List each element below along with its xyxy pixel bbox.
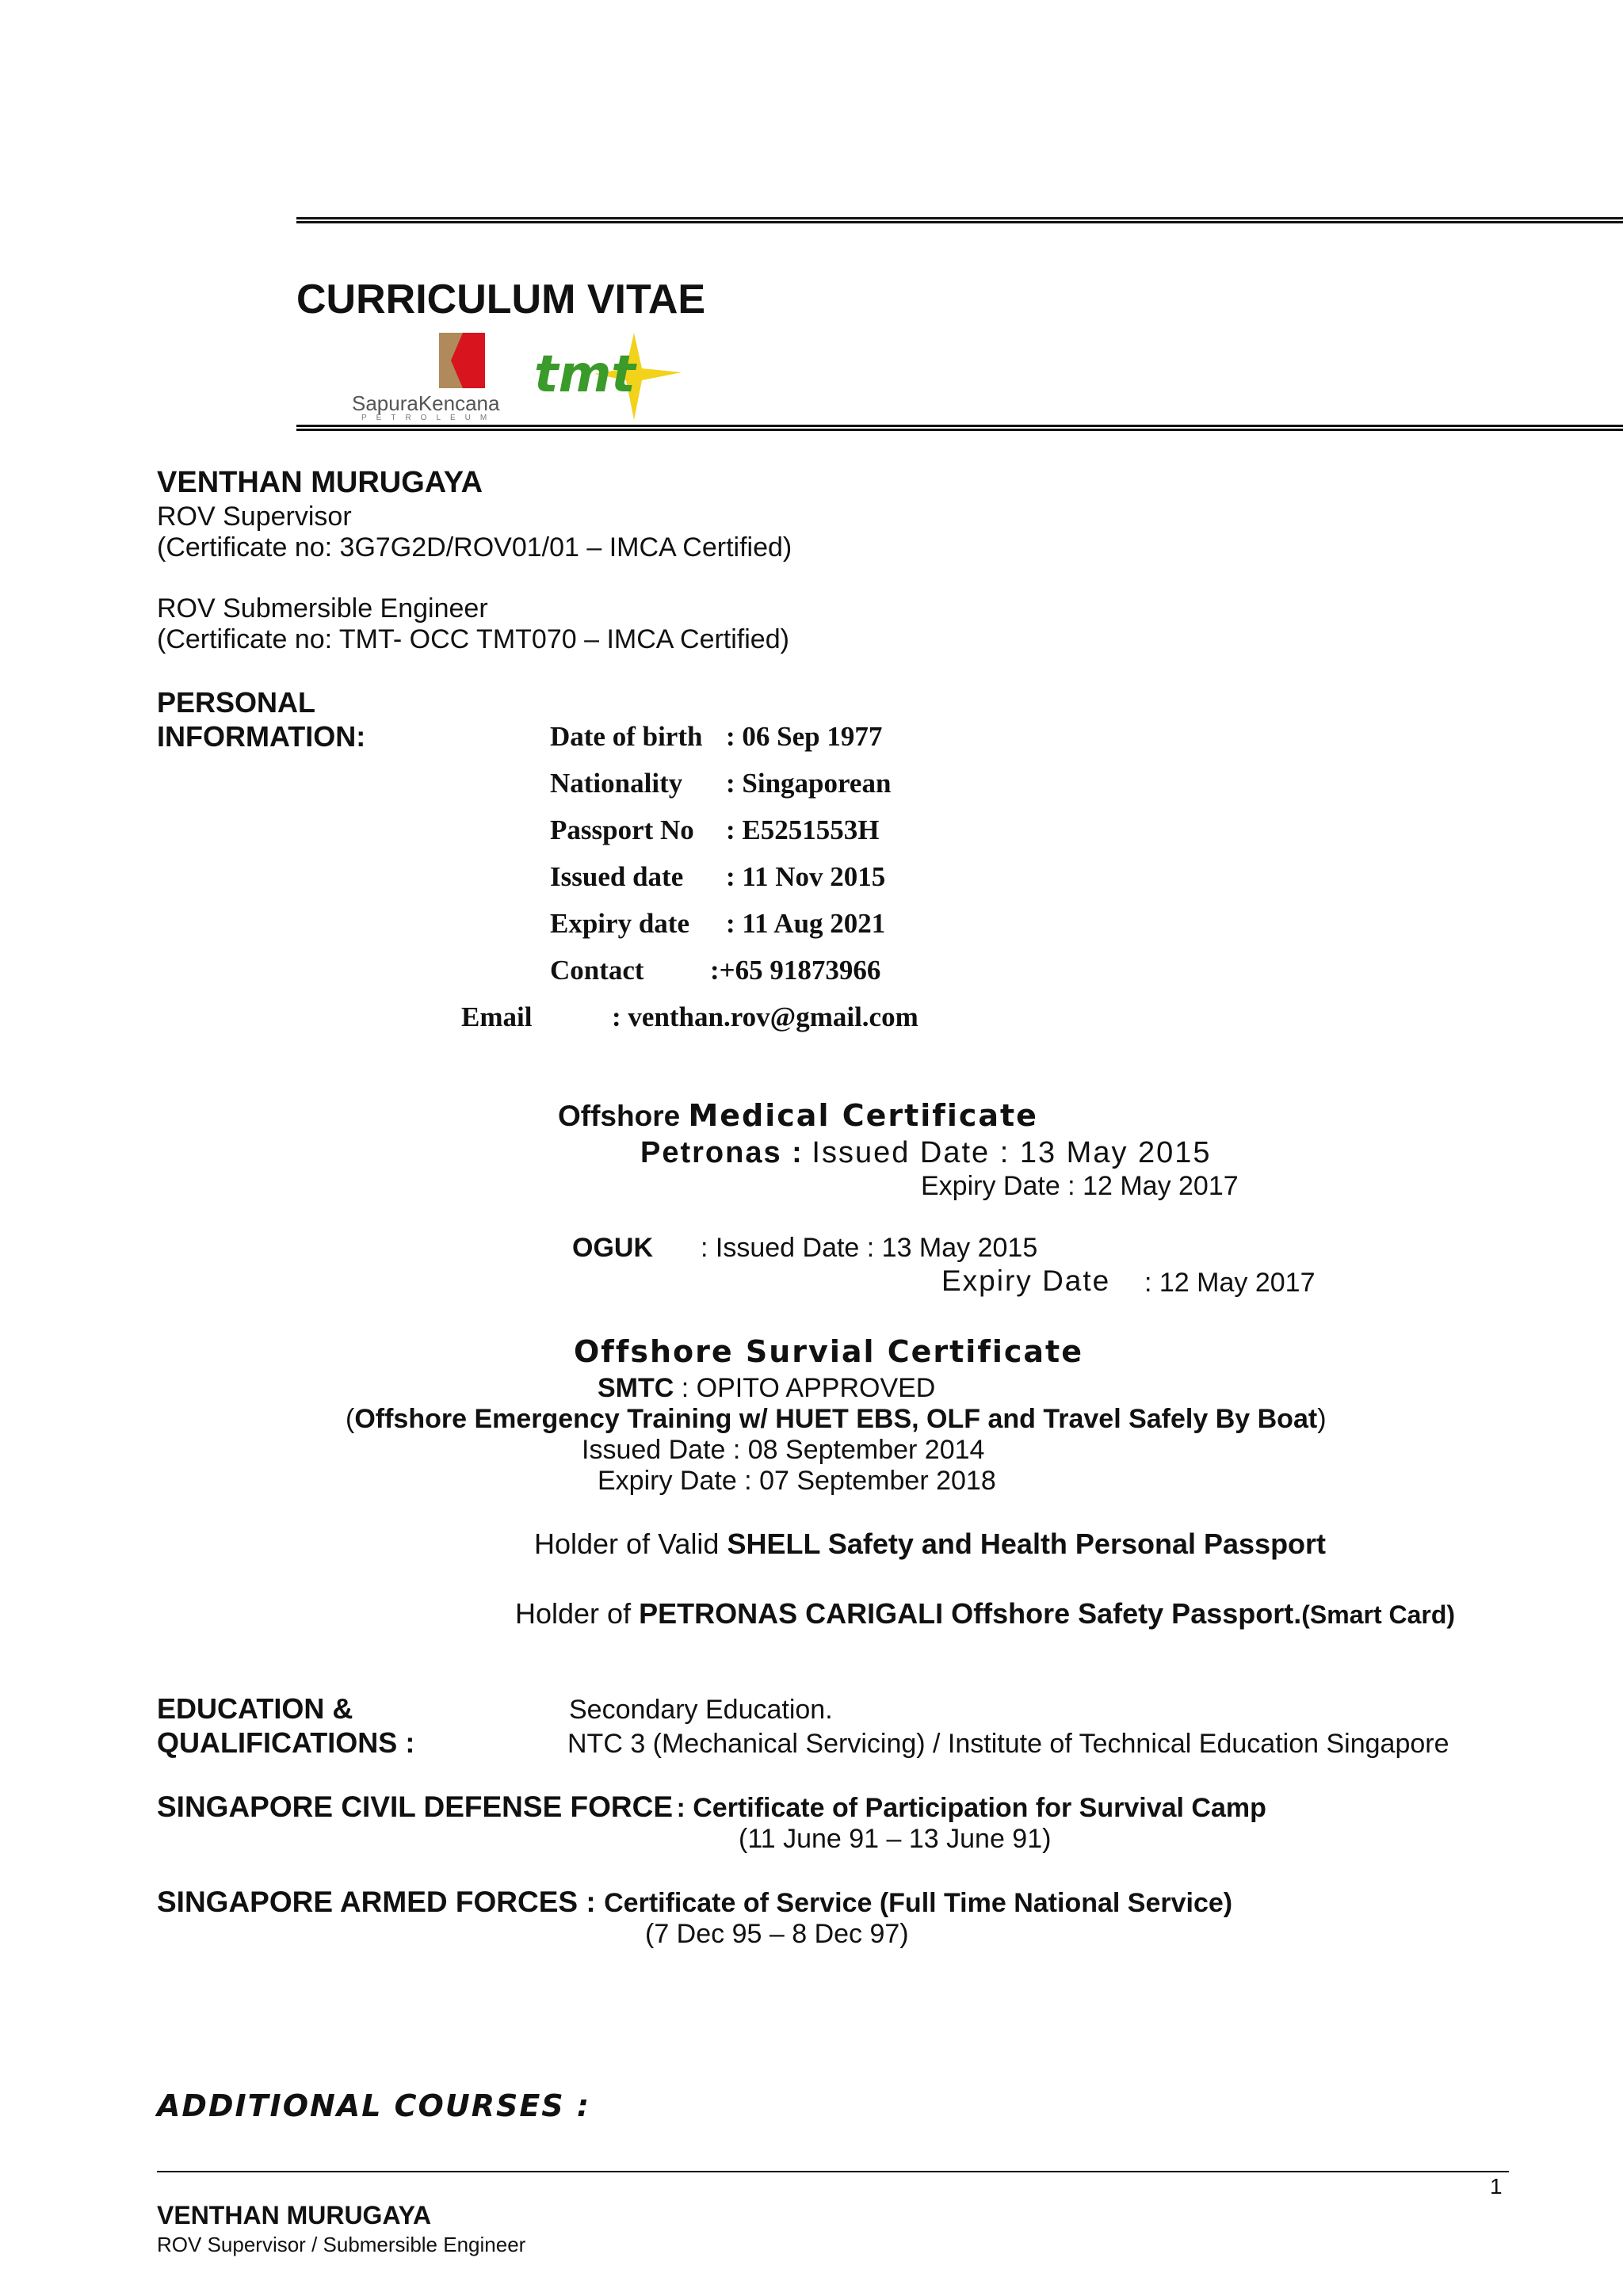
survival-training-close: ) — [1317, 1404, 1327, 1434]
email-value: : venthan.rov@gmail.com — [612, 1001, 918, 1032]
civil-defense-heading: SINGAPORE CIVIL DEFENSE FORCE — [157, 1791, 674, 1823]
petronas-passport-prefix: Holder of — [515, 1597, 632, 1630]
petronas-passport-line — [515, 1597, 1455, 1630]
shell-passport-line — [534, 1527, 1326, 1561]
footer-name: VENTHAN MURUGAYA — [157, 2201, 432, 2229]
dob-value: : 06 Sep 1977 — [726, 721, 883, 752]
email-label: Email — [461, 1001, 533, 1032]
medical-petronas-expiry: Expiry Date : 12 May 2017 — [921, 1171, 1239, 1201]
survival-smtc-value: : OPITO APPROVED — [681, 1373, 936, 1403]
additional-courses-heading: ADDITIONAL COURSES : — [157, 2088, 591, 2123]
dob-label: Date of birth — [550, 721, 703, 752]
survival-expiry: Expiry Date : 07 September 2018 — [598, 1466, 996, 1496]
contact-value: :+65 91873966 — [710, 955, 881, 986]
header-bottom-rule — [296, 425, 1623, 431]
personal-info-heading-line2: INFORMATION: — [157, 720, 366, 753]
medical-title-prefix: Offshore — [558, 1100, 681, 1132]
education-heading-line2: QUALIFICATIONS : — [157, 1726, 415, 1759]
nationality-value: : Singaporean — [726, 768, 892, 799]
survival-smtc-row — [598, 1373, 935, 1404]
footer-rule — [157, 2171, 1509, 2172]
survival-training-row — [346, 1404, 1327, 1435]
education-secondary: Secondary Education. — [569, 1695, 833, 1725]
civil-defense-row — [157, 1791, 1266, 1824]
passport-no-value: : E5251553H — [726, 814, 880, 845]
issued-date-value: : 11 Nov 2015 — [726, 861, 886, 892]
armed-forces-dates: (7 Dec 95 – 8 Dec 97) — [645, 1919, 909, 1949]
sapurakencana-logo-text: SapuraKencana — [352, 391, 500, 415]
tmt-logo — [523, 325, 689, 428]
expiry-date-value: : 11 Aug 2021 — [726, 908, 886, 939]
armed-forces-row — [157, 1886, 1232, 1919]
role-rov-supervisor: ROV Supervisor — [157, 502, 352, 532]
medical-oguk-expiry-value: : 12 May 2017 — [1144, 1268, 1316, 1298]
medical-oguk-label: OGUK — [572, 1233, 653, 1263]
civil-defense-dates: (11 June 91 – 13 June 91) — [739, 1824, 1052, 1854]
role-submersible-engineer: ROV Submersible Engineer — [157, 593, 488, 624]
footer-role: ROV Supervisor / Submersible Engineer — [157, 2233, 526, 2256]
petronas-passport-suffix: (Smart Card) — [1301, 1600, 1456, 1629]
passport-no-label: Passport No — [550, 814, 694, 845]
survival-issued: Issued Date : 08 September 2014 — [582, 1435, 985, 1465]
expiry-date-label: Expiry date — [550, 908, 689, 939]
document-title: CURRICULUM VITAE — [296, 277, 706, 322]
shell-passport-prefix: Holder of Valid — [534, 1527, 720, 1560]
medical-petronas-label: Petronas : — [640, 1136, 804, 1169]
person-name: VENTHAN MURUGAYA — [157, 466, 483, 499]
medical-oguk-issued: : Issued Date : 13 May 2015 — [701, 1233, 1038, 1263]
page-number: 1 — [1490, 2174, 1503, 2199]
armed-forces-heading: SINGAPORE ARMED FORCES : — [157, 1886, 596, 1918]
sapurakencana-logo-subtext: PETROLEUM — [361, 414, 497, 422]
education-ntc: NTC 3 (Mechanical Servicing) / Institute of Technical Education Singapore — [567, 1729, 1449, 1759]
medical-oguk-expiry-label: Expiry Date — [941, 1264, 1111, 1297]
role-rov-supervisor-cert: (Certificate no: 3G7G2D/ROV01/01 – IMCA Certified) — [157, 532, 792, 563]
contact-label: Contact — [550, 955, 644, 986]
sapurakencana-logo — [352, 326, 500, 425]
medical-title-rest: Medical Certificate — [688, 1098, 1038, 1133]
education-heading-line1: EDUCATION & — [157, 1692, 353, 1725]
personal-info-heading-line1: PERSONAL — [157, 686, 316, 719]
petronas-passport-name: PETRONAS CARIGALI Offshore Safety Passport. — [639, 1597, 1302, 1630]
survival-smtc-label: SMTC — [598, 1373, 674, 1403]
armed-forces-cert: Certificate of Service (Full Time National Service) — [604, 1888, 1233, 1918]
issued-date-label: Issued date — [550, 861, 684, 892]
medical-petronas-issued: Issued Date : 13 May 2015 — [812, 1136, 1212, 1169]
survival-training-open: ( — [346, 1404, 355, 1434]
survival-certificate-title: Offshore Survial Certificate — [574, 1334, 1083, 1369]
medical-petronas-row — [640, 1136, 1212, 1170]
role-submersible-engineer-cert: (Certificate no: TMT- OCC TMT070 – IMCA Certified) — [157, 624, 789, 654]
survival-training: Offshore Emergency Training w/ HUET EBS, OLF and Travel Safely By Boat — [354, 1404, 1318, 1434]
tmt-logo-text: tmt — [534, 345, 636, 404]
shell-passport-name: SHELL Safety and Health Personal Passport — [727, 1527, 1327, 1560]
header-top-rule — [296, 217, 1623, 223]
nationality-label: Nationality — [550, 768, 683, 799]
civil-defense-cert: : Certificate of Participation for Survival Camp — [676, 1793, 1266, 1823]
medical-certificate-title — [558, 1098, 1038, 1133]
